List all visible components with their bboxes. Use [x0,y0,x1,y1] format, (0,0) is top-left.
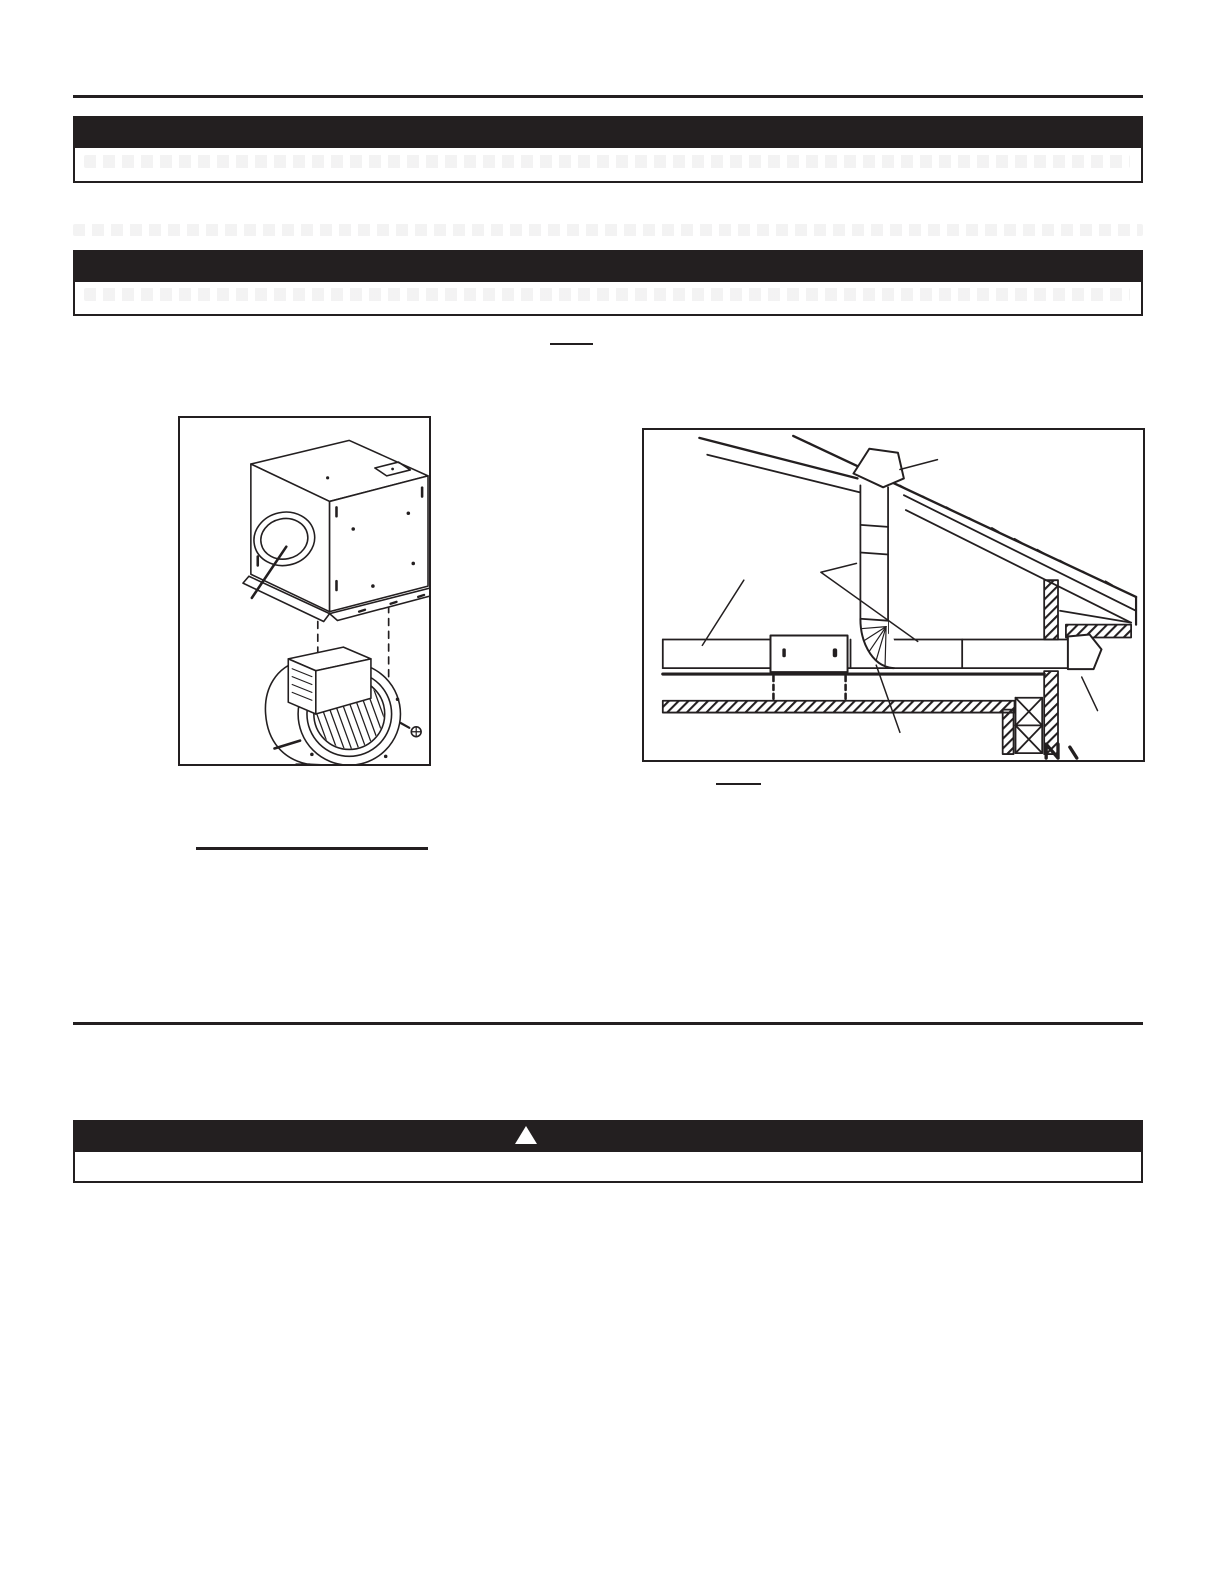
caption-underline [716,783,761,785]
faded-text-row [73,224,1143,236]
warning-box [73,1150,1143,1183]
notice-bar-2 [73,250,1143,280]
faded-text-row [84,155,1130,168]
divider-rule [73,1022,1143,1025]
top-rule [73,95,1143,98]
caption-underline [550,343,593,345]
warning-triangle-icon [515,1126,537,1144]
roof-duct-installation-figure [642,428,1145,762]
heading-underline [196,847,428,850]
blower-unit-figure [178,416,431,766]
warning-bar [73,1120,1143,1150]
notice-bar-1 [73,116,1143,146]
faded-text-row [84,288,1130,301]
